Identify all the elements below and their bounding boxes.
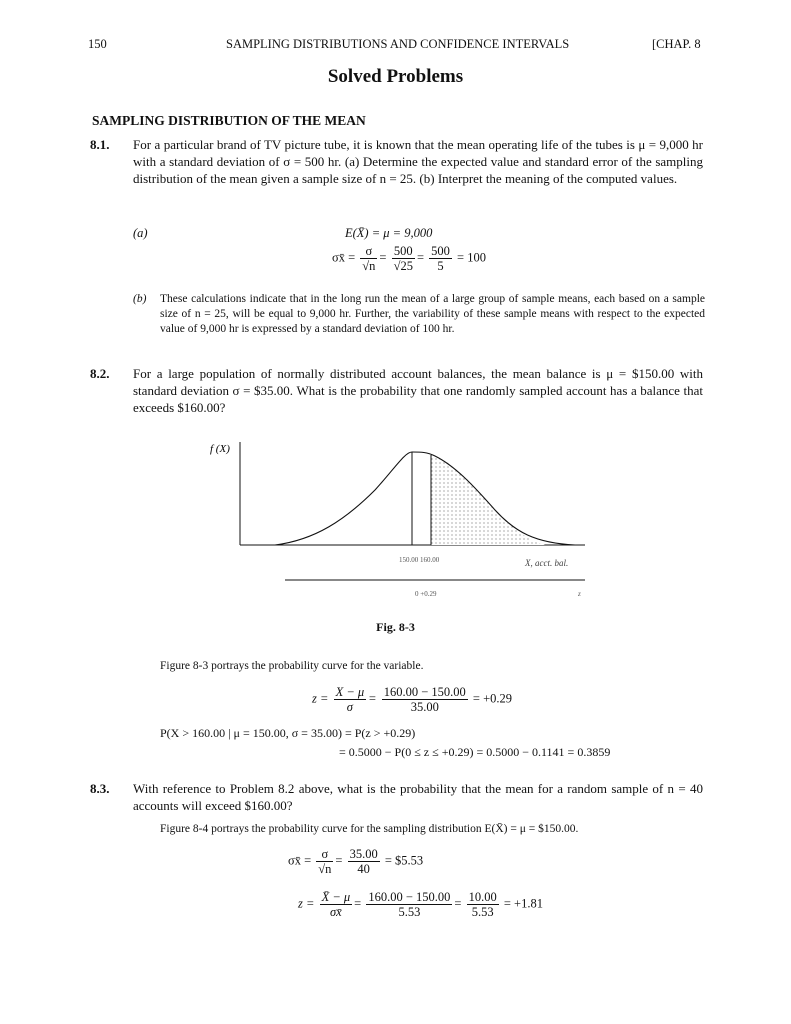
numerator: 160.00 − 150.00: [368, 890, 451, 904]
fraction: [382, 685, 468, 714]
fraction: [429, 244, 452, 273]
page-title: Solved Problems: [327, 66, 464, 87]
eq-rhs: = $5.53: [384, 853, 424, 868]
page-number: 150: [88, 37, 107, 51]
numerator: 160.00 − 150.00: [383, 685, 466, 699]
part-b-text: These calculations indicate that in the long run the mean of a large group of sample means, each based on a sample size of n = 25, will be equal to 9,000 hr. Further, the variability of these sample means with respect to the expected value of 9,000 hr is expressed by a standard deviation of 100 hr.: [160, 293, 705, 335]
fraction: [467, 890, 499, 919]
eq-rhs: = +1.81: [503, 896, 543, 911]
problem-text: With reference to Problem 8.2 above, what is the probability that the mean for a random sample of n = 40 accounts will exceed $160.00?: [133, 781, 703, 813]
numerator: 35.00: [349, 847, 378, 861]
figure-description: Figure 8-4 portrays the probability curve for the sampling distribution E(X̄) = μ = $150.00.: [160, 823, 579, 835]
denominator: 5: [437, 259, 444, 273]
denominator: 35.00: [410, 700, 439, 714]
eq-rhs: = +0.29: [472, 691, 513, 706]
numerator: σ: [316, 847, 333, 862]
equation-standard-error: σx̄ = $\frac{\sigma}{√n}$ = $\frac{500}{√25}$ = $\frac{500}{5}$ = 100: [332, 244, 486, 273]
part-label: (a): [133, 226, 148, 240]
density-curve: [275, 452, 575, 545]
eq-lhs: σx̄ =: [288, 853, 312, 868]
eq-rhs: = 100: [457, 250, 486, 265]
equation-expected-value: E(X̄) = μ = 9,000: [345, 226, 433, 240]
equation-z-score: z = $\frac{X̄ - \mu}{\sigma x̄}$ = $\frac{160.00 - 150.00}{5.53}$ = $\frac{10.00}{5.53}$ = +1.81: [298, 890, 543, 919]
problem-text: For a particular brand of TV picture tube, it is known that the mean operating life of the tubes is μ = 9,000 hr with a standard deviation of σ = 500 hr. (a) Determine the expected value and standard error of the sampling distribution of the mean given a sample size of n = 25. (b) Interpret the meaning of the computed values.: [133, 137, 703, 186]
fraction: [366, 890, 452, 919]
equation-z-score: z = $\frac{X - \mu}{\sigma}$ = $\frac{160.00 - 150.00}{35.00}$ = +0.29: [312, 685, 513, 714]
problem-text: For a large population of normally distributed account balances, the mean balance is μ = $150.00 with standard deviation σ = $35.00. What is the probability that one randomly sampled account has a balance that exceeds $160.00?: [133, 366, 703, 415]
eq-lhs: σx̄ =: [332, 250, 356, 265]
z-axis-label: z: [578, 590, 581, 598]
fraction: [320, 890, 353, 919]
normal-curve-figure: [195, 430, 595, 605]
numerator: 500: [431, 244, 450, 258]
probability-line-2: = 0.5000 − P(0 ≤ z ≤ +0.29) = 0.5000 − 0.1141 = 0.3859: [339, 745, 611, 759]
denominator: √25: [393, 259, 413, 273]
fraction: [348, 847, 380, 876]
section-heading: SAMPLING DISTRIBUTION OF THE MEAN: [92, 113, 366, 128]
fraction: [392, 244, 415, 273]
equation-standard-error: σx̄ = $\frac{\sigma}{√n}$ = $\frac{35.00}{40}$ = $5.53: [288, 847, 424, 876]
eq-lhs: z =: [312, 691, 329, 706]
x-axis-label: X, acct. bal.: [525, 558, 569, 568]
denominator: √n: [362, 259, 376, 273]
denominator: √n: [318, 862, 332, 876]
eq-lhs: z =: [298, 896, 315, 911]
denominator: 40: [357, 862, 370, 876]
numerator: 500: [392, 244, 415, 259]
probability-line-1: P(X > 160.00 | μ = 150.00, σ = 35.00) = P(z > +0.29): [160, 726, 416, 740]
numerator: 10.00: [468, 890, 497, 904]
problem-number: 8.2.: [90, 366, 110, 381]
problem-number: 8.1.: [90, 137, 110, 152]
z-tick-labels: 0 +0.29: [415, 590, 437, 598]
fraction: [360, 244, 377, 273]
fraction: [334, 685, 367, 714]
denominator: σ: [346, 700, 353, 714]
x-tick-labels: 150.00 160.00: [399, 556, 440, 564]
fraction: [316, 847, 333, 876]
denominator: 5.53: [471, 905, 494, 919]
problem-number: 8.3.: [90, 781, 110, 796]
denominator: σx̄: [330, 905, 342, 919]
figure-caption: Fig. 8-3: [376, 620, 415, 634]
numerator: X̄ − μ: [321, 890, 351, 904]
chapter-label: [CHAP. 8: [652, 37, 701, 51]
numerator: X − μ: [335, 685, 365, 699]
shaded-area: [431, 455, 545, 545]
denominator: 5.53: [398, 905, 421, 919]
numerator: σ: [360, 244, 377, 259]
y-axis-label: f (X): [210, 443, 230, 455]
part-label: (b): [133, 293, 147, 305]
running-title: SAMPLING DISTRIBUTIONS AND CONFIDENCE INTERVALS: [226, 37, 570, 51]
figure-description: Figure 8-3 portrays the probability curve for the variable.: [160, 660, 424, 672]
